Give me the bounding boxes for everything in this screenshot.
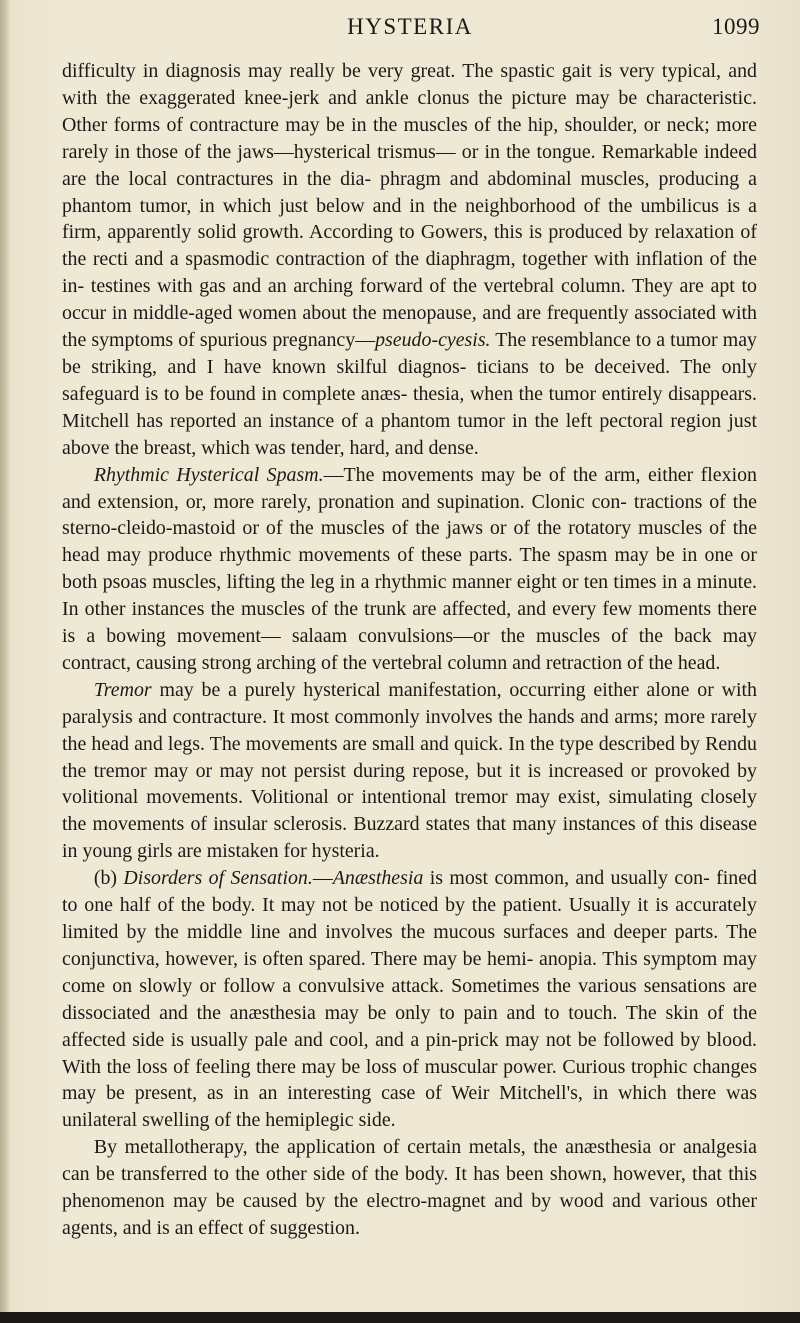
paragraph-text: By metallotherapy, the application of certain metals, the anæsthesia or analgesia can be transferred to the other side of the body. It has been shown, however, that this phenomenon may be caused by the electro-magnet and by wood and various other agents, and is an effect of suggestion. — [62, 1136, 757, 1239]
paragraph-text: difficulty in diagnosis may really be very great. The spastic gait is very typical, and with the exaggerated knee-jerk and ankle clonus the picture may be characteristic. Other forms of contracture may be in the muscles of the hip, shoulder, or neck; more rarely in those of the jaws—hysterical trismus— or in the tongue. Remarkable indeed are the local contractures in the dia- phragm and abdominal muscles, producing a phantom tumor, in which just below and in the neighborhood of the umbilicus is a firm, apparently solid growth. According to Gowers, this is produced by relaxation of the recti and a spasmodic contraction of the diaphragm, together with inflation of the in- testines with gas and an arching forward of the vertebral column. They are apt to occur in middle-aged women about the menopause, and are frequently associated with the symptoms of spurious pregnancy— — [62, 60, 757, 352]
paragraph-metallotherapy — [62, 1134, 757, 1242]
paragraph-contracture-continued — [62, 58, 757, 462]
paragraph-text: —The movements may be of the arm, either flexion and extension, or, more rarely, pronation and supination. Clonic con- tractions of the sterno-cleido-mastoid or of the muscles of the jaws or of the rotatory muscles of the head may produce rhythmic movements of these parts. The spasm may be in one or both psoas muscles, lifting the leg in a rhythmic manner eight or ten times in a minute. In other instances the muscles of the trunk are affected, and every few moments there is a bowing movement— salaam convulsions—or the muscles of the back may contract, causing strong arching of the vertebral column and retraction of the head. — [62, 463, 757, 674]
running-title: HYSTERIA — [347, 14, 473, 39]
body-text — [62, 58, 757, 1242]
bottom-edge-shadow — [0, 1312, 800, 1323]
page-header — [60, 14, 760, 44]
paragraph-text: is most common, and usually con- fined to one half of the body. It may not be noticed by the patient. Usually it is accurately limited by the middle line and involves the mucous surfaces and deeper parts. The conjunctiva, however, is often spared. There may be hemi- anopia. This symptom may come on slowly or follow a convulsive attack. Sometimes the various sensations are dissociated and the anæsthesia may be only to pain and to touch. The skin of the affected side is usually pale and cool, and a pin-prick may not be followed by blood. With the loss of feeling there may be loss of muscular power. Curious trophic changes may be present, as in an interesting case of Weir Mitchell's, in which there was unilateral swelling of the hemiplegic side. — [62, 867, 757, 1132]
paragraph-text: The resemblance to a tumor may be striking, and I have known skilful diagnos- ticians to be deceived. The only safeguard is to be found in complete anæs- thesia, when the tumor entirely disappears. Mitchell has reported an instance of a phantom tumor in the left pectoral region just above the breast, which was tender, hard, and dense. — [62, 329, 757, 459]
paragraph-disorders-of-sensation — [62, 865, 757, 1134]
italic-term-pseudo-cyesis: pseudo-cyesis. — [375, 329, 491, 352]
paragraph-text: may be a purely hysterical manifestation, occurring either alone or with paralysis and contracture. It most commonly involves the hands and arms; more rarely the head and legs. The movements are small and quick. In the type described by Rendu the tremor may or may not persist during repose, but it is increased or provoked by volitional movements. Volitional or intentional tremor may exist, simulating closely the movements of insular sclerosis. Buzzard states that many instances of this disease in young girls are mistaken for hysteria. — [62, 678, 757, 863]
page-number: 1099 — [712, 14, 760, 39]
paragraph-rhythmic-spasm — [62, 462, 757, 677]
section-heading-disorders-of-sensation: Disorders of Sensation. — [123, 867, 313, 890]
italic-term-anaesthesia: Anæsthesia — [332, 867, 424, 890]
paragraph-tremor — [62, 677, 757, 865]
dash: — — [312, 867, 333, 890]
section-heading-tremor: Tremor — [93, 678, 152, 701]
section-marker: (b) — [93, 867, 124, 890]
gutter-shadow — [0, 0, 10, 1323]
section-heading-rhythmic-spasm: Rhythmic Hysterical Spasm. — [93, 463, 324, 486]
